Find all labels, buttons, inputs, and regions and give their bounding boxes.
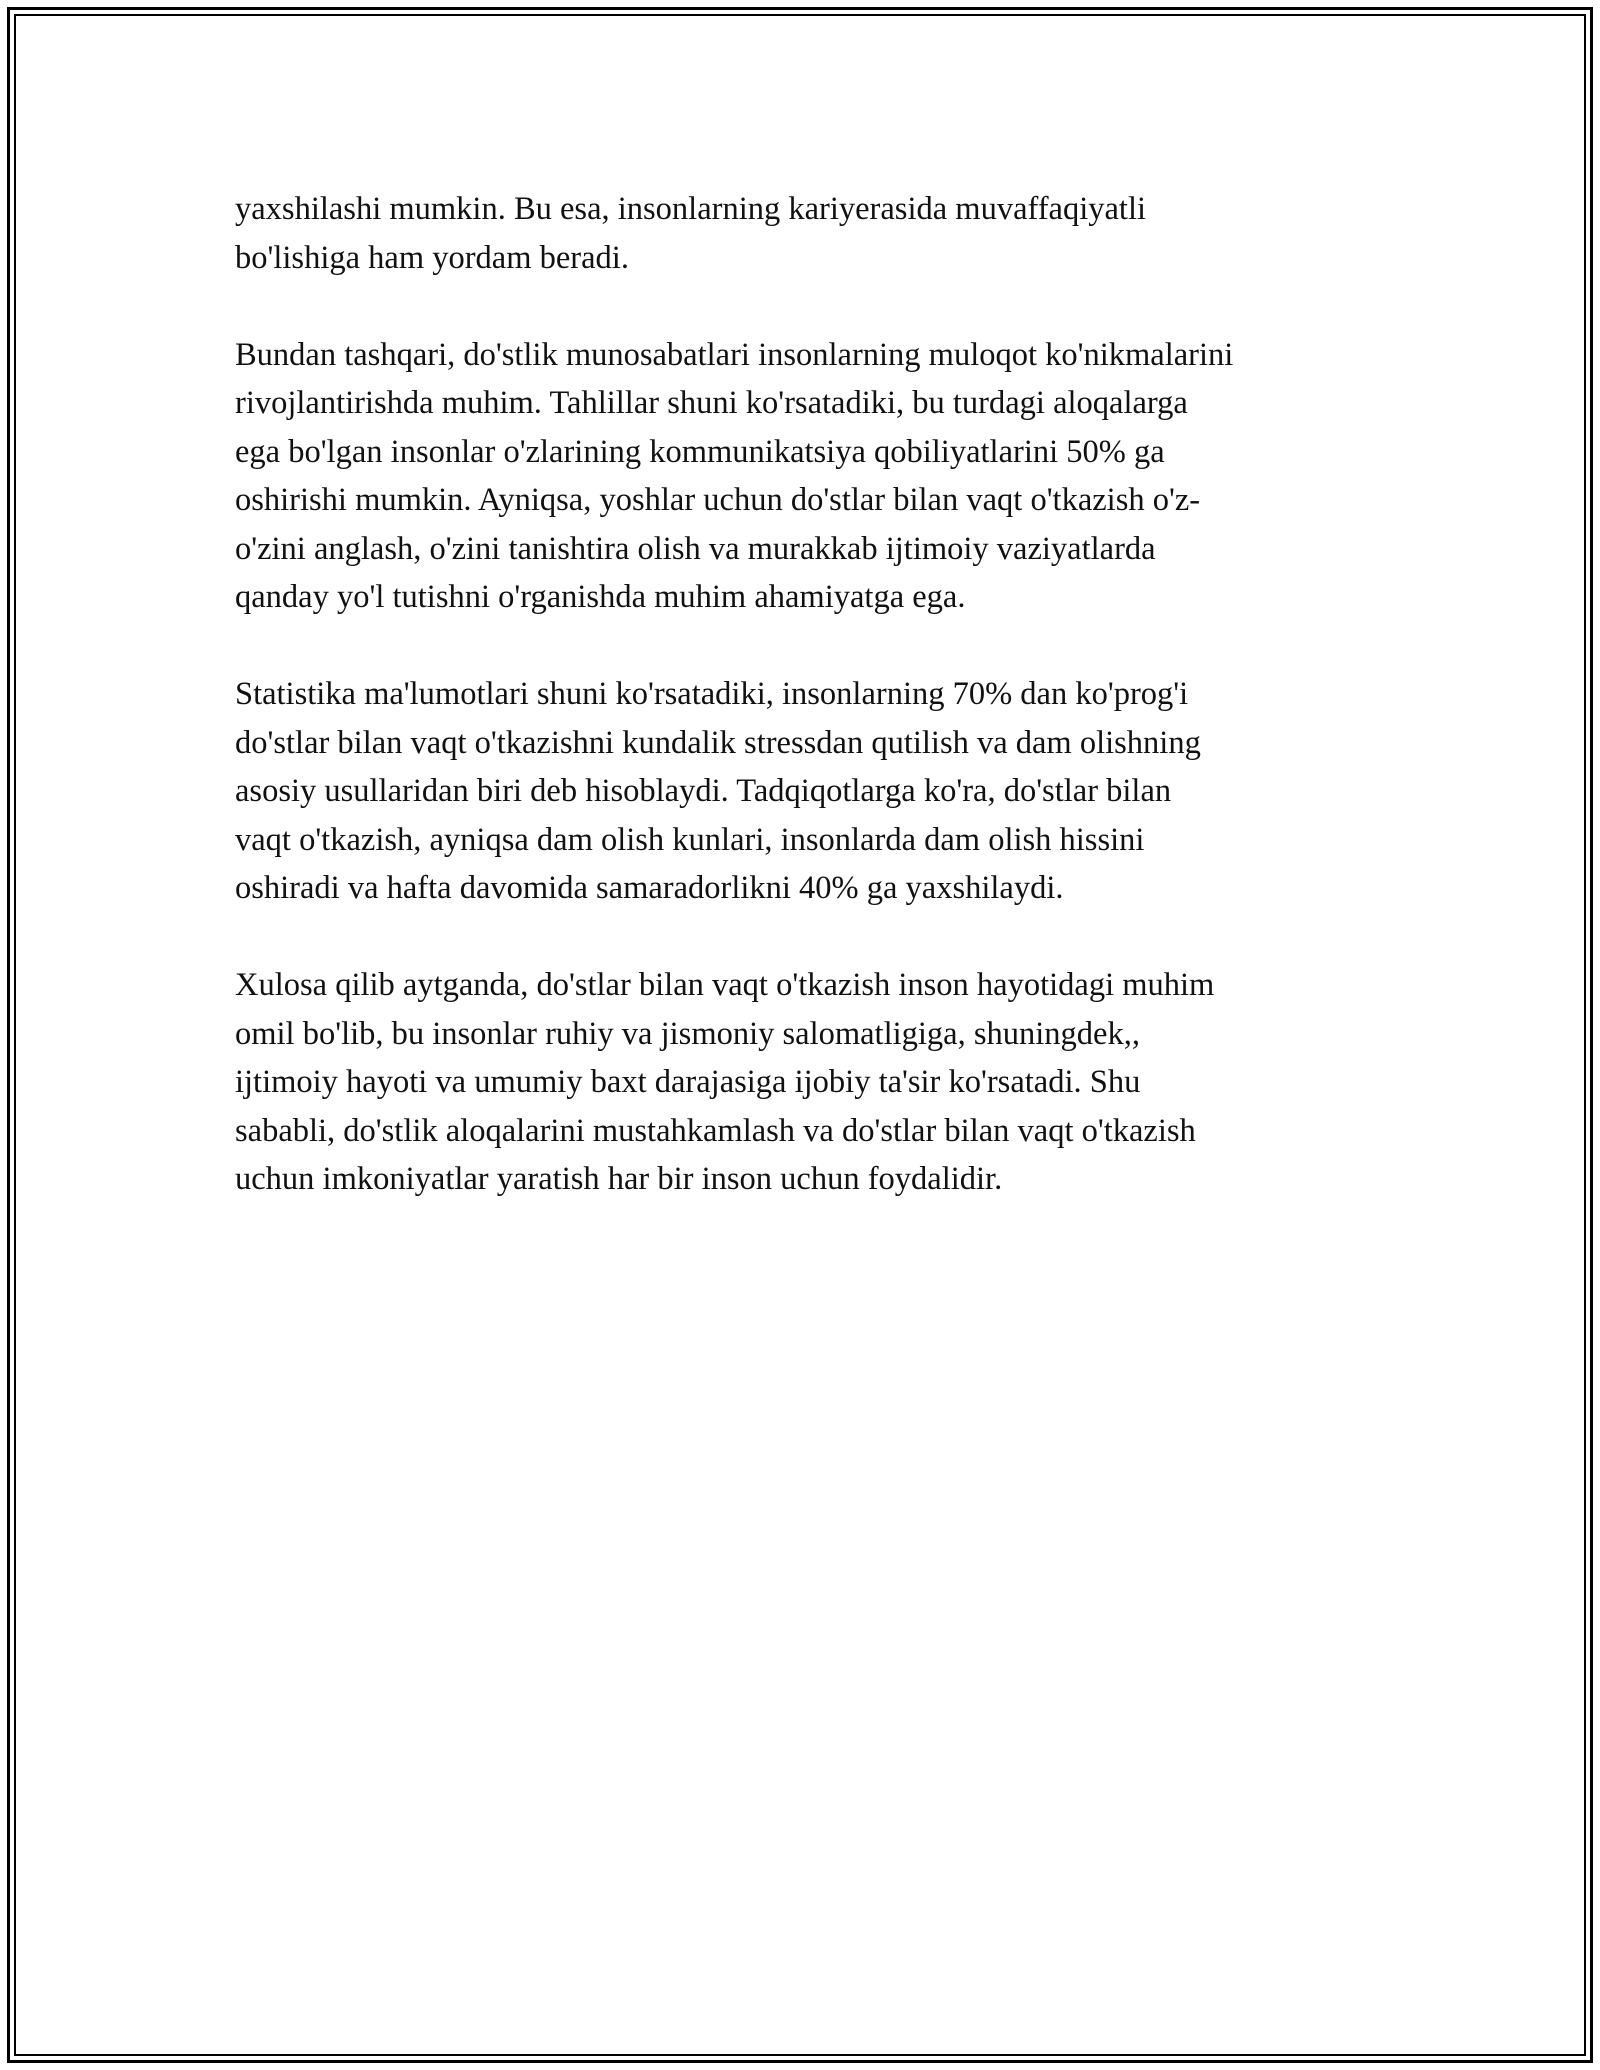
text-line: uchun imkoniyatlar yaratish har bir inson uchun foydalidir. <box>235 1161 1003 1197</box>
paragraph-2 <box>235 331 1385 622</box>
text-line: o'zini anglash, o'zini tanishtira olish va murakkab ijtimoiy vaziyatlarda <box>235 530 1156 567</box>
text-line: ega bo'lgan insonlar o'zlarining kommunikatsiya qobiliyatlarini 50% ga <box>235 433 1165 470</box>
text-line: do'stlar bilan vaqt o'tkazishni kundalik stressdan qutilish va dam olishning <box>235 724 1201 761</box>
paragraph-3 <box>235 670 1385 913</box>
text-line: oshiradi va hafta davomida samaradorlikni 40% ga yaxshilaydi. <box>235 870 1064 906</box>
text-line: bo'lishiga ham yordam beradi. <box>235 239 629 276</box>
text-line: ijtimoiy hayoti va umumiy baxt darajasiga ijobiy ta'sir ko'rsatadi. Shu <box>235 1064 1141 1100</box>
document-body <box>235 185 1385 1252</box>
text-line: vaqt o'tkazish, ayniqsa dam olish kunlari, insonlarda dam olish hissini <box>235 821 1145 858</box>
text-line: asosiy usullaridan biri deb hisoblaydi. Tadqiqotlarga ko'ra, do'stlar bilan <box>235 773 1172 809</box>
text-line: yaxshilashi mumkin. Bu esa, insonlarning kariyerasida muvaffaqiyatli <box>235 191 1147 227</box>
text-line: rivojlantirishda muhim. Tahlillar shuni ko'rsatadiki, bu turdagi aloqalarga <box>235 385 1188 421</box>
text-line: omil bo'lib, bu insonlar ruhiy va jismoniy salomatligiga, shuningdek,, <box>235 1015 1140 1052</box>
paragraph-4 <box>235 961 1385 1204</box>
text-line: qanday yo'l tutishni o'rganishda muhim ahamiyatga ega. <box>235 579 966 615</box>
text-line: Statistika ma'lumotlari shuni ko'rsatadiki, insonlarning 70% dan ko'prog'i <box>235 676 1189 712</box>
text-line: oshirishi mumkin. Ayniqsa, yoshlar uchun do'stlar bilan vaqt o'tkazish o'z- <box>235 482 1201 518</box>
text-line: Xulosa qilib aytganda, do'stlar bilan vaqt o'tkazish inson hayotidagi muhim <box>235 967 1215 1003</box>
text-line: sababli, do'stlik aloqalarini mustahkamlash va do'stlar bilan vaqt o'tkazish <box>235 1112 1196 1149</box>
text-line: Bundan tashqari, do'stlik munosabatlari insonlarning muloqot ko'nikmalarini <box>235 336 1234 373</box>
paragraph-1 <box>235 185 1385 282</box>
